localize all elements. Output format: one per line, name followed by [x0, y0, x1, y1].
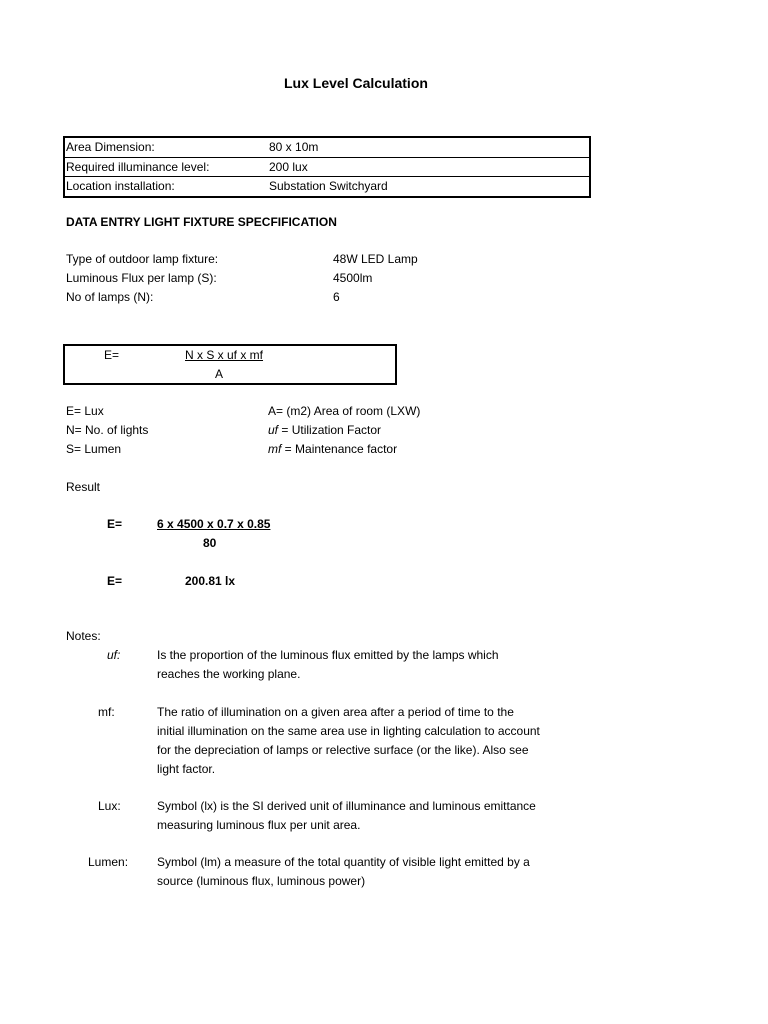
spec-label: No of lamps (N):	[66, 290, 154, 304]
note-text: Symbol (lm) a measure of the total quantity of visible light emitted by a	[157, 855, 530, 869]
result-heading: Result	[66, 480, 101, 494]
formula-numerator: N x S x uf x mf	[185, 348, 264, 362]
notes-heading: Notes:	[66, 629, 101, 643]
note-text: measuring luminous flux per unit area.	[157, 818, 361, 832]
spec-label: Luminous Flux per lamp (S):	[66, 271, 217, 285]
spec-value: 6	[333, 290, 340, 304]
legend-text: = Maintenance factor	[281, 442, 398, 456]
info-table	[63, 136, 591, 198]
legend-symbol: mf	[268, 442, 282, 456]
legend-item	[268, 422, 381, 438]
info-label: Area Dimension:	[66, 140, 155, 154]
note-term	[98, 704, 115, 720]
table-row	[65, 158, 589, 178]
formula-box	[63, 344, 397, 385]
note-text: for the depreciation of lamps or relective surface (or the like). Also see	[157, 743, 529, 757]
note-term: Lumen:	[88, 855, 129, 869]
page-title: Lux Level Calculation	[284, 75, 428, 91]
note-text: Symbol (lx) is the SI derived unit of illuminance and luminous emittance	[157, 799, 536, 813]
note-text: The ratio of illumination on a given area after a period of time to the	[157, 705, 514, 719]
info-label: Location installation:	[66, 179, 175, 194]
spec-label: Type of outdoor lamp fixture:	[66, 252, 219, 266]
table-row	[65, 138, 589, 158]
result-lhs: E=	[107, 517, 123, 531]
spec-value: 48W LED Lamp	[333, 252, 418, 266]
legend-symbol: A	[268, 404, 277, 418]
note-text: Is the proportion of the luminous flux emitted by the lamps which	[157, 648, 499, 662]
legend-item	[268, 441, 397, 457]
legend-text: = (m2) Area of room (LXW)	[276, 404, 421, 418]
note-text: source (luminous flux, luminous power)	[157, 874, 366, 888]
info-value: Substation Switchyard	[269, 179, 388, 194]
note-text: initial illumination on the same area use in lighting calculation to account	[157, 724, 540, 738]
info-label: Required illuminance level:	[66, 159, 210, 174]
info-value: 200 lux	[269, 159, 308, 174]
note-term: uf:	[107, 648, 121, 662]
legend-item: N= No. of lights	[66, 423, 149, 437]
legend-item: S= Lumen	[66, 442, 122, 456]
note-term: Lux:	[98, 799, 121, 813]
result-numerator: 6 x 4500 x 0.7 x 0.85	[157, 517, 271, 531]
legend-text: = Utilization Factor	[278, 423, 382, 437]
spec-heading: DATA ENTRY LIGHT FIXTURE SPECFIFICATION	[66, 215, 337, 229]
legend-symbol: uf	[268, 423, 279, 437]
legend-item	[268, 403, 420, 419]
result-lhs: E=	[107, 574, 123, 588]
table-row	[65, 177, 589, 196]
formula-denominator: A	[215, 367, 224, 381]
formula-lhs: E=	[104, 348, 120, 362]
note-term-text: mf:	[98, 705, 115, 719]
result-denominator: 80	[203, 536, 217, 550]
info-value: 80 x 10m	[269, 140, 319, 154]
note-text: light factor.	[157, 762, 216, 776]
legend-item: E= Lux	[66, 404, 104, 418]
result-value: 200.81 lx	[185, 574, 236, 588]
spec-value: 4500lm	[333, 271, 373, 285]
note-text: reaches the working plane.	[157, 667, 301, 681]
